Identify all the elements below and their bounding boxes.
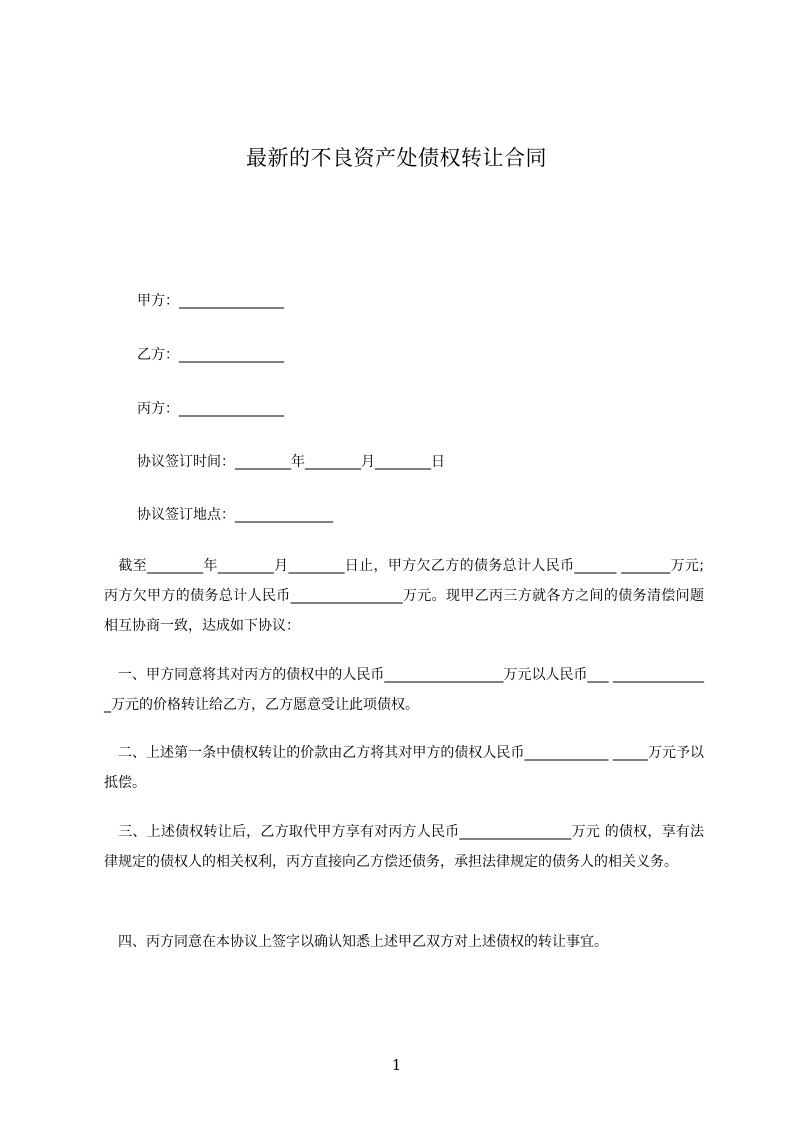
party-c-line: 丙方：_______________ [137,401,284,417]
party-b-line: 乙方：_______________ [137,347,284,363]
clause-4: 四、丙方同意在本协议上签字以确认知悉上述甲乙双方对上述债权的转让事宜。 [104,934,608,950]
clause-1: 一、甲方同意将其对丙方的债权中的人民币_________________万元以人民币___ ______________万元的价格转让给乙方，乙方愿意受让此项债权。 [104,667,704,713]
document-title: 最新的不良资产处债权转让合同 [246,146,547,170]
clause-3: 三、上述债权转让后，乙方取代甲方享有对丙方人民币________________万元 的债权，享有法律规定的债权人的相关权利，丙方直接向乙方偿还债务，承担法律规定的债务人的相关义务。 [104,824,704,870]
sign-date-line: 协议签订时间：________年________月________日 [137,454,445,470]
sign-place-line: 协议签订地点：______________ [137,507,333,523]
clause-2: 二、上述第一条中债权转让的价款由乙方将其对甲方的债权人民币____________ _____万元予以抵偿。 [104,745,704,791]
intro-paragraph: 截至________年________月________日止，甲方欠乙方的债务总计人民币______ _______万元;丙方欠甲方的债务总计人民币________________万元。现甲乙丙三方就各方之间的债务清偿问题相互协商一致，达成如下协议： [104,558,704,634]
party-a-line: 甲方：_______________ [137,293,284,309]
page-number: 1 [391,1056,402,1074]
